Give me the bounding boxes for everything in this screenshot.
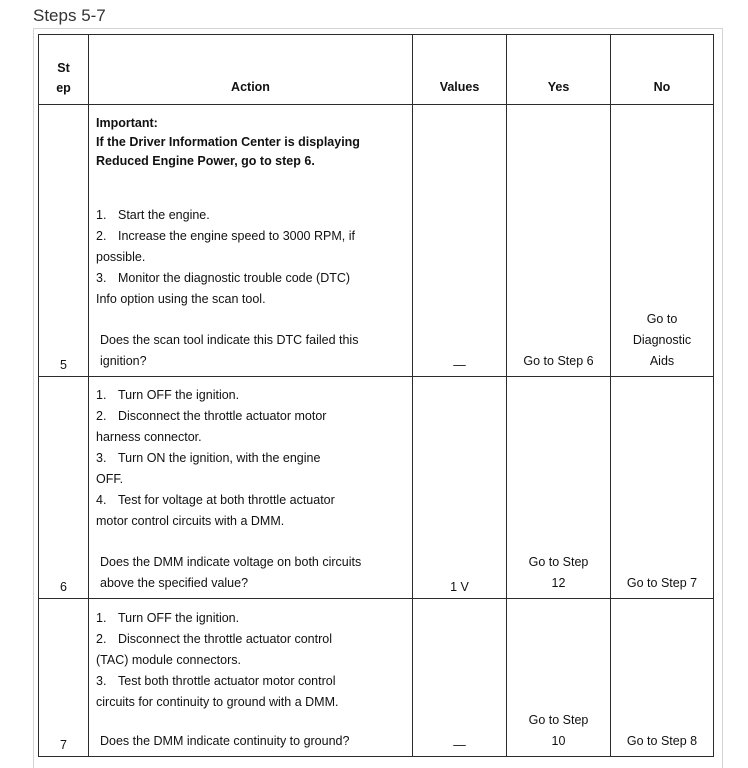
yes-cell: Go to Step 10: [507, 599, 611, 757]
list-item: (TAC) module connectors.: [96, 653, 241, 667]
table-row: [39, 105, 714, 377]
value-cell: 1 V: [413, 377, 507, 599]
header-row: [39, 35, 714, 105]
list-item: Info option using the scan tool.: [96, 292, 266, 306]
list-item: 1. Turn OFF the ignition.: [96, 388, 240, 402]
list-item: possible.: [96, 250, 146, 264]
action-cell: [89, 105, 413, 377]
list-item: 4. Test for voltage at both throttle actuator: [96, 493, 335, 507]
header-action: Action: [89, 35, 413, 105]
header-step: St ep: [39, 35, 89, 105]
table-row: [39, 377, 714, 599]
list-item: circuits for continuity to ground with a DMM.: [96, 695, 339, 709]
yes-cell: Go to Step 6: [507, 105, 611, 377]
diagnostic-steps-table: [38, 34, 714, 757]
header-values: Values: [413, 35, 507, 105]
list-item: 1. Turn OFF the ignition.: [96, 611, 240, 625]
list-item: harness connector.: [96, 430, 202, 444]
no-cell: Go to Step 7: [611, 377, 714, 599]
header-no: No: [611, 35, 714, 105]
question: Does the DMM indicate voltage on both circuits above the specified value?: [100, 555, 362, 590]
action-cell: [89, 599, 413, 757]
value-cell: —: [413, 105, 507, 377]
list-item: 3. Monitor the diagnostic trouble code (DTC): [96, 271, 351, 285]
list-item: 1. Start the engine.: [96, 208, 210, 222]
value-cell: —: [413, 599, 507, 757]
important-note: Important: If the Driver Information Center is displaying Reduced Engine Power, go to step 6.: [96, 116, 360, 168]
step-number: 7: [39, 599, 89, 757]
table-row: [39, 599, 714, 757]
no-cell: Go to Step 8: [611, 599, 714, 757]
list-item: 2. Increase the engine speed to 3000 RPM, if: [96, 229, 355, 243]
list-item: 2. Disconnect the throttle actuator control: [96, 632, 333, 646]
header-yes: Yes: [507, 35, 611, 105]
yes-cell: Go to Step 12: [507, 377, 611, 599]
question: Does the DMM indicate continuity to ground?: [100, 734, 350, 748]
list-item: 3. Test both throttle actuator motor control: [96, 674, 336, 688]
list-item: OFF.: [96, 472, 124, 486]
no-cell: Go to Diagnostic Aids: [611, 105, 714, 377]
list-item: motor control circuits with a DMM.: [96, 514, 285, 528]
action-cell: [89, 377, 413, 599]
step-number: 5: [39, 105, 89, 377]
step-number: 6: [39, 377, 89, 599]
question: Does the scan tool indicate this DTC failed this ignition?: [100, 333, 359, 368]
list-item: 3. Turn ON the ignition, with the engine: [96, 451, 321, 465]
page-title: Steps 5-7: [33, 6, 106, 25]
list-item: 2. Disconnect the throttle actuator motor: [96, 409, 327, 423]
